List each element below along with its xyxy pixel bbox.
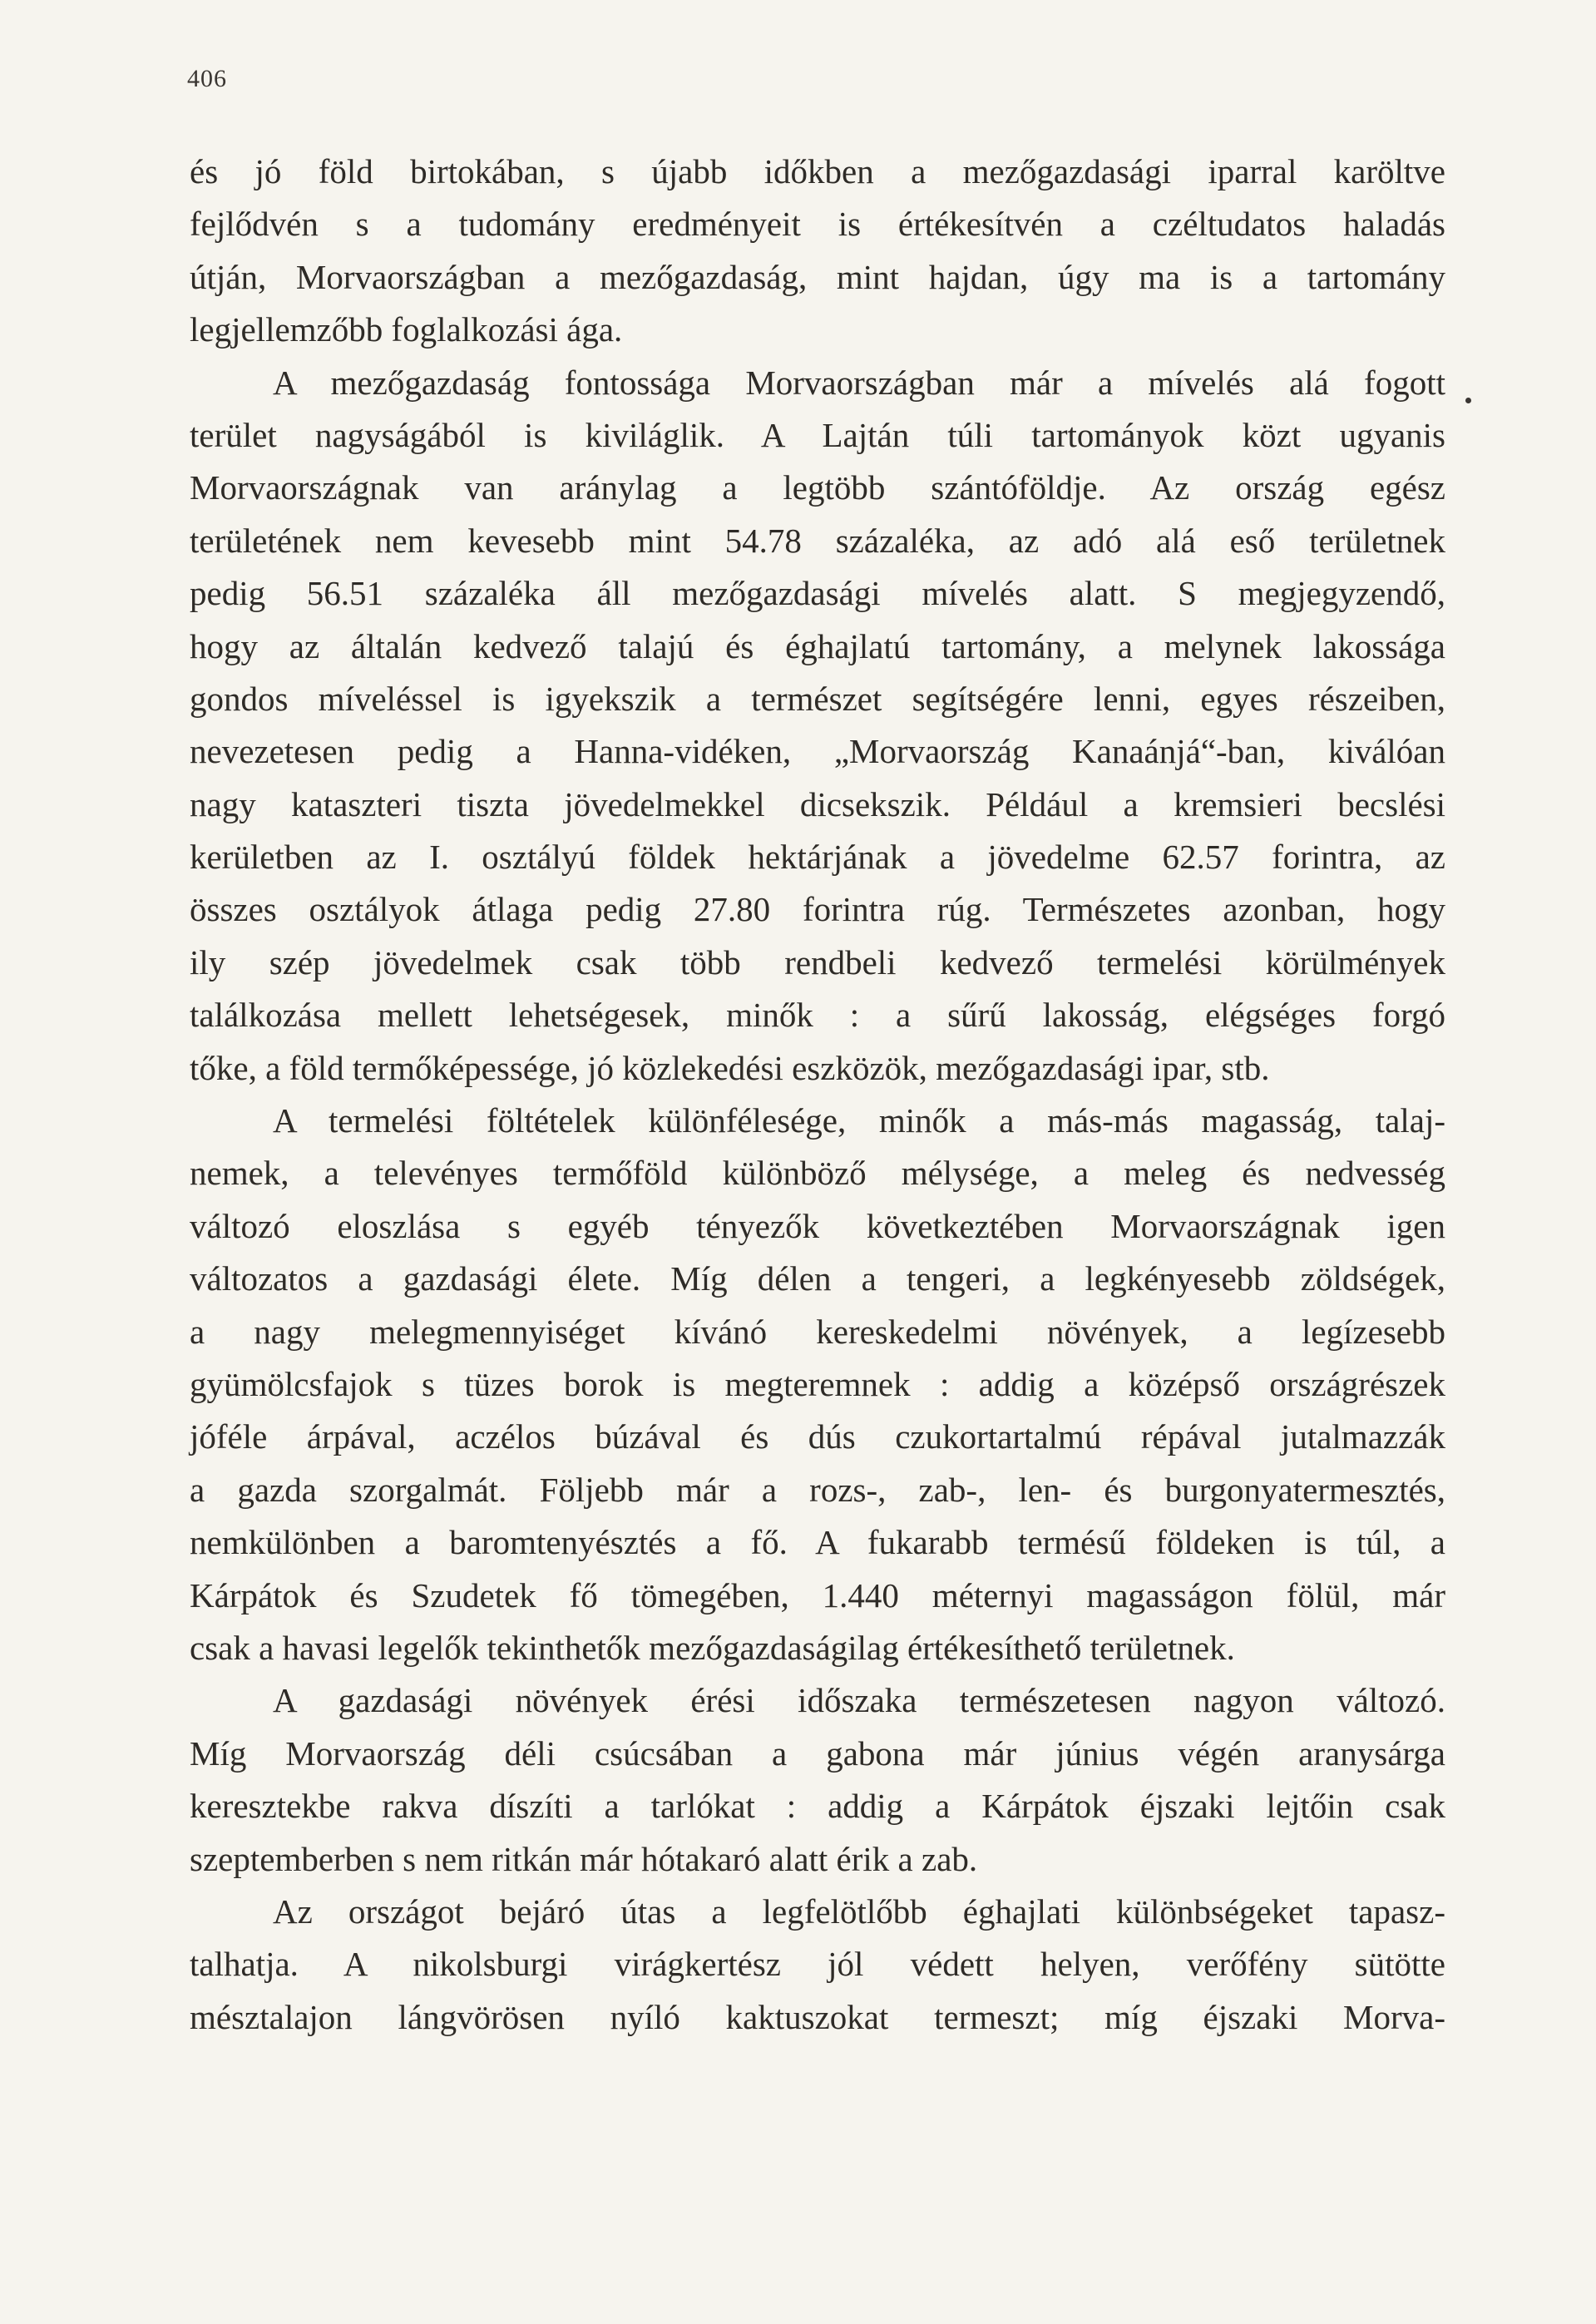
text-line: pedig 56.51 százaléka áll mezőgazdasági mívelés alatt. S megjegyzendő,	[190, 574, 1445, 613]
text-line: útján, Morvaországban a mezőgazdaság, mint hajdan, úgy ma is a tartomány	[190, 257, 1445, 296]
page-number: 406	[187, 65, 227, 92]
text-line: összes osztályok átlaga pedig 27.80 forintra rúg. Természetes azonban, hogy	[190, 890, 1445, 929]
text-line: változó eloszlása s egyéb tényezők következtében Morvaországnak igen	[190, 1206, 1445, 1245]
text-line: A mezőgazdaság fontossága Morvaországban már a mívelés alá fogott	[273, 363, 1445, 402]
text-line: tőke, a föld termőképessége, jó közlekedési eszközök, mezőgazdasági ipar, stb.	[190, 1048, 1270, 1087]
text-line: Míg Morvaország déli csúcsában a gabona már június végén aranysárga	[190, 1733, 1445, 1773]
body-text	[190, 146, 1445, 2044]
text-line: A gazdasági növények érési időszaka természetesen nagyon változó.	[273, 1681, 1445, 1720]
text-line: a gazda szorgalmát. Följebb már a rozs-, zab-, len- és burgonyatermesztés,	[190, 1470, 1445, 1509]
text-line: a nagy melegmennyiséget kívánó kereskedelmi növények, a legízesebb	[190, 1312, 1445, 1351]
text-line: jóféle árpával, aczélos búzával és dús czukortartalmú répával jutalmazzák	[190, 1417, 1445, 1456]
text-line: Az országot bejáró útas a legfelötlőbb éghajlati különbségeket tapasz-	[273, 1891, 1445, 1931]
text-line: terület nagyságából is kiviláglik. A Lajtán túli tartományok közt ugyanis	[190, 415, 1445, 454]
text-line: gyümölcsfajok s tüzes borok is megteremnek : addig a középső országrészek	[190, 1364, 1445, 1403]
text-line: Kárpátok és Szudetek fő tömegében, 1.440 méternyi magasságon fölül, már	[190, 1575, 1445, 1614]
text-line: szeptemberben s nem ritkán már hótakaró alatt érik a zab.	[190, 1839, 978, 1878]
text-line: találkozása mellett lehetségesek, minők : a sűrű lakosság, elégséges forgó	[190, 996, 1445, 1035]
text-line: nemkülönben a baromtenyésztés a fő. A fukarabb termésű földeken is túl, a	[190, 1523, 1445, 1562]
text-line: területének nem kevesebb mint 54.78 százaléka, az adó alá eső területnek	[190, 521, 1445, 560]
text-line: nagy kataszteri tiszta jövedelmekkel dicsekszik. Például a kremsieri becslési	[190, 784, 1445, 823]
text-line: és jó föld birtokában, s újabb időkben a mezőgazdasági iparral karöltve	[190, 152, 1445, 190]
text-line: kerületben az I. osztályú földek hektárjának a jövedelme 62.57 forintra, az	[190, 838, 1445, 877]
text-line: nevezetesen pedig a Hanna-vidéken, „Morvaország Kanaánjá“-ban, kiválóan	[190, 732, 1445, 771]
text-line: legjellemzőbb foglalkozási ága.	[190, 310, 623, 349]
text-line: fejlődvén s a tudomány eredményeit is értékesítvén a czéltudatos haladás	[190, 205, 1445, 244]
text-line: hogy az általán kedvező talajú és éghajlatú tartomány, a melynek lakossága	[190, 626, 1445, 665]
text-line: talhatja. A nikolsburgi virágkertész jól védett helyen, verőfény sütötte	[190, 1945, 1445, 1984]
text-line: változatos a gazdasági élete. Míg délen a tengeri, a legkényesebb zöldségek,	[190, 1259, 1445, 1298]
text-line: A termelési föltételek különfélesége, minők a más-más magasság, talaj-	[273, 1101, 1445, 1140]
text-line: csak a havasi legelők tekinthetők mezőgazdaságilag értékesíthető területnek.	[190, 1628, 1235, 1667]
text-line: Morvaországnak van aránylag a legtöbb szántóföldje. Az ország egész	[190, 468, 1445, 507]
text-line: mésztalajon lángvörösen nyíló kaktuszokat termeszt; míg éjszaki Morva-	[190, 1997, 1445, 2036]
text-line: gondos míveléssel is igyekszik a természet segítségére lenni, egyes részeiben,	[190, 679, 1445, 718]
text-line: keresztekbe rakva díszíti a tarlókat : addig a Kárpátok éjszaki lejtőin csak	[190, 1787, 1445, 1826]
text-line: nemek, a televényes termőföld különböző mélysége, a meleg és nedvesség	[190, 1154, 1445, 1193]
text-line: ily szép jövedelmek csak több rendbeli kedvező termelési körülmények	[190, 942, 1445, 982]
margin-mark	[1465, 398, 1471, 403]
